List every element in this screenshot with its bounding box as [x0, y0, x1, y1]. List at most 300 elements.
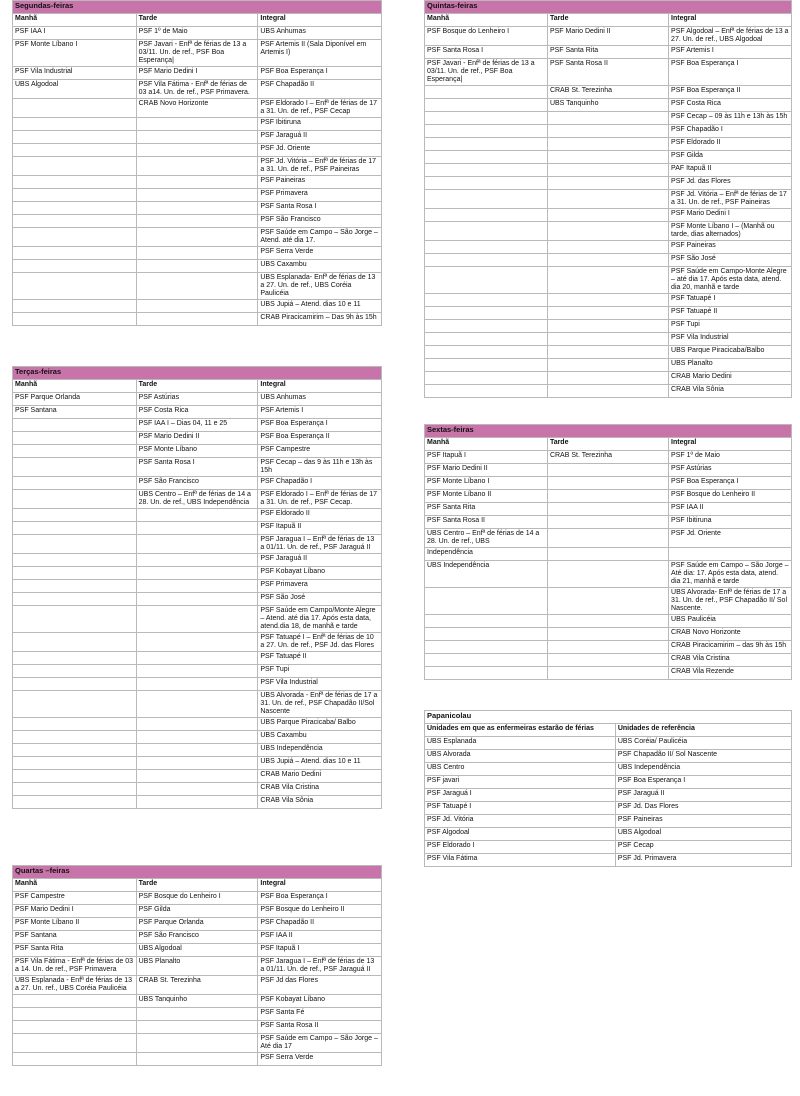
- table-cell: [136, 606, 258, 633]
- table-cell: [136, 300, 258, 313]
- table-cell: PSF Monte Líbano I – (Manhã ou tarde, dias alternados): [669, 222, 792, 241]
- table-row: [425, 209, 792, 222]
- section-title-row: [13, 866, 382, 879]
- table-cell: [13, 419, 137, 432]
- table-row: [425, 86, 792, 99]
- table-cell: PSF Jaraguá II: [258, 554, 382, 567]
- table-cell: PSF Boa Esperança I: [258, 419, 382, 432]
- table-cell: [136, 718, 258, 731]
- table-row: [13, 892, 382, 905]
- table-cell: PSF São José: [258, 593, 382, 606]
- table-row: [425, 125, 792, 138]
- table-cell: PSF Jaraguá II: [615, 789, 791, 802]
- section-title-row: [425, 425, 792, 438]
- table-row: [13, 273, 382, 300]
- table-cell: [547, 561, 668, 588]
- table-cell: [547, 164, 668, 177]
- table-cell: [13, 691, 137, 718]
- table-row: [13, 202, 382, 215]
- table-cell: [136, 691, 258, 718]
- column-header: Tarde: [136, 380, 258, 393]
- section-title-row: [425, 711, 792, 724]
- table-cell: [136, 273, 258, 300]
- table-cell: PSF Parque Orlanda: [13, 393, 137, 406]
- column-header: Tarde: [547, 14, 668, 27]
- table-cell: [13, 678, 137, 691]
- table-cell: PSF Gilda: [669, 151, 792, 164]
- table-cell: [13, 580, 137, 593]
- table-cell: CRAB Novo Horizonte: [669, 628, 792, 641]
- quinta-table: [424, 0, 792, 398]
- column-header: Integral: [669, 438, 792, 451]
- table-row: [13, 67, 382, 80]
- table-cell: [13, 652, 137, 665]
- table-cell: PSF Ibitiruna: [258, 118, 382, 131]
- table-cell: [13, 1053, 137, 1066]
- table-cell: [136, 189, 258, 202]
- table-cell: UBS Independência: [615, 763, 791, 776]
- table-row: [13, 118, 382, 131]
- table-cell: [136, 770, 258, 783]
- table-cell: PSF Jd das Flores: [258, 976, 382, 995]
- table-cell: PSF Saúde em Campo-Monte Alegre – até dia 17. Após esta data, atend. dia 20, manhã e tarde: [669, 267, 792, 294]
- table-cell: PSF Santa Rita: [547, 46, 668, 59]
- terca-section: [12, 366, 382, 809]
- table-cell: PSF Mario Dedini II: [547, 27, 668, 46]
- table-cell: PSF Jaragua I – Enfª de férias de 13 a 01/11. Un. de ref., PSF Jaraguá II: [258, 957, 382, 976]
- table-row: [425, 177, 792, 190]
- table-cell: [425, 307, 548, 320]
- column-header: Tarde: [136, 879, 258, 892]
- table-cell: UBS Algodoal: [13, 80, 137, 99]
- table-row: [425, 628, 792, 641]
- table-cell: PSF Serra Verde: [258, 247, 382, 260]
- table-row: [13, 176, 382, 189]
- table-cell: [136, 202, 258, 215]
- table-cell: [669, 548, 792, 561]
- table-cell: [547, 346, 668, 359]
- table-cell: [547, 477, 668, 490]
- column-header: Integral: [258, 380, 382, 393]
- table-cell: [13, 260, 137, 273]
- quarta-section: [12, 865, 382, 1066]
- table-row: [425, 151, 792, 164]
- table-cell: CRAB Vila Rezende: [669, 667, 792, 680]
- table-cell: [136, 260, 258, 273]
- table-row: [13, 944, 382, 957]
- table-cell: [547, 548, 668, 561]
- table-cell: CRAB Novo Horizonte: [136, 99, 258, 118]
- table-cell: PSF Algodoal: [425, 828, 616, 841]
- table-cell: [425, 267, 548, 294]
- table-row: [13, 678, 382, 691]
- table-cell: [13, 300, 137, 313]
- table-cell: [13, 718, 137, 731]
- table-row: [425, 802, 792, 815]
- table-cell: PSF Boa Esperança I: [258, 67, 382, 80]
- table-cell: UBS Coréia/ Paulicéia: [615, 737, 791, 750]
- table-cell: [547, 628, 668, 641]
- table-cell: UBS Tanquinho: [136, 995, 258, 1008]
- table-cell: [425, 86, 548, 99]
- table-cell: PSF Vila Fátima - Enfª de férias de 03 a14. Un. de ref., PSF Primavera.: [136, 80, 258, 99]
- segunda-section: [12, 0, 382, 326]
- table-cell: [136, 157, 258, 176]
- table-cell: [425, 654, 548, 667]
- table-cell: [136, 652, 258, 665]
- table-cell: [425, 667, 548, 680]
- table-cell: [136, 757, 258, 770]
- table-cell: [13, 995, 137, 1008]
- table-cell: PSF Tatuapé I: [669, 294, 792, 307]
- table-cell: [547, 333, 668, 346]
- table-cell: [13, 445, 137, 458]
- table-cell: [425, 112, 548, 125]
- table-cell: [547, 641, 668, 654]
- table-cell: UBS Caxambu: [258, 260, 382, 273]
- table-cell: PSF Javari - Enfª de férias de 13 a 03/11. Un. de ref., PSF Boa Esperança|: [136, 40, 258, 67]
- table-cell: PSF Monte Líbano II: [13, 918, 137, 931]
- table-cell: [425, 641, 548, 654]
- table-cell: CRAB Mario Dedini: [669, 372, 792, 385]
- table-cell: PSF Tatuapé II: [669, 307, 792, 320]
- table-cell: [13, 215, 137, 228]
- section-title: Segundas-feiras: [13, 1, 382, 14]
- table-cell: PSF Eldorado I – Enfª de férias de 17 a 31. Un. de ref., PSF Cecap.: [258, 490, 382, 509]
- table-row: [13, 554, 382, 567]
- table-cell: UBS Esplanada: [425, 737, 616, 750]
- table-row: [425, 346, 792, 359]
- table-cell: UBS Parque Piracicaba/Balbo: [669, 346, 792, 359]
- table-cell: PSF Chapadão I: [258, 477, 382, 490]
- table-cell: UBS Tanquinho: [547, 99, 668, 112]
- table-cell: [13, 458, 137, 477]
- table-cell: PSF Cecap: [615, 841, 791, 854]
- table-row: [13, 490, 382, 509]
- table-cell: [547, 667, 668, 680]
- table-cell: [425, 190, 548, 209]
- table-row: [13, 633, 382, 652]
- table-cell: [547, 209, 668, 222]
- table-cell: [547, 138, 668, 151]
- section-title: Terças-feiras: [13, 367, 382, 380]
- table-row: [13, 131, 382, 144]
- table-cell: PSF Saúde em Campo – São Jorge – Até dia 17: [258, 1034, 382, 1053]
- table-row: [13, 445, 382, 458]
- table-cell: [13, 157, 137, 176]
- table-cell: PSF Tatuapé I – Enfª de férias de 10 a 27. Un. de ref., PSF Jd. das Flores: [258, 633, 382, 652]
- table-cell: PSF Santa Rita: [425, 503, 548, 516]
- table-cell: [547, 490, 668, 503]
- table-row: [13, 580, 382, 593]
- table-row: [13, 718, 382, 731]
- table-cell: PSF Jaraguá II: [258, 131, 382, 144]
- table-cell: UBS Jupiá – Atend. dias 10 e 11: [258, 300, 382, 313]
- table-row: [13, 1034, 382, 1053]
- table-cell: CRAB Mario Dedini: [258, 770, 382, 783]
- table-cell: [136, 176, 258, 189]
- papanicolau-table: [424, 710, 792, 867]
- table-cell: [136, 313, 258, 326]
- table-cell: PSF Santa Rita: [13, 944, 137, 957]
- column-header: Unidades de referência: [615, 724, 791, 737]
- table-cell: PSF Eldorado I: [425, 841, 616, 854]
- table-cell: PSF Mario Dedini I: [669, 209, 792, 222]
- table-cell: PSF Tupi: [669, 320, 792, 333]
- segunda-table: [12, 0, 382, 326]
- table-row: [13, 995, 382, 1008]
- table-cell: [136, 215, 258, 228]
- table-cell: UBS Centro: [425, 763, 616, 776]
- table-row: [425, 294, 792, 307]
- table-cell: UBS Anhumas: [258, 27, 382, 40]
- quarta-table: [12, 865, 382, 1066]
- table-cell: UBS Alvorada - Enfª de férias de 17 a 31. Un. de ref., PSF Chapadão II/Sol Nascente: [258, 691, 382, 718]
- column-header: Manhã: [425, 14, 548, 27]
- section-title-row: [13, 367, 382, 380]
- table-cell: [425, 222, 548, 241]
- table-cell: UBS Centro – Enfª de férias de 14 a 28. Un. de ref., UBS: [425, 529, 548, 548]
- table-cell: CRAB St. Terezinha: [547, 451, 668, 464]
- table-cell: [136, 567, 258, 580]
- table-cell: CRAB Vila Cristina: [669, 654, 792, 667]
- table-cell: [425, 294, 548, 307]
- table-row: [13, 144, 382, 157]
- table-cell: PSF Itapuã II: [258, 522, 382, 535]
- table-cell: [136, 796, 258, 809]
- table-cell: [425, 359, 548, 372]
- table-cell: PSF Artemis I: [669, 46, 792, 59]
- table-cell: [13, 118, 137, 131]
- table-cell: [425, 346, 548, 359]
- table-cell: [547, 464, 668, 477]
- table-cell: UBS Caxambu: [258, 731, 382, 744]
- table-cell: [13, 247, 137, 260]
- column-header-row: [425, 14, 792, 27]
- table-row: [13, 80, 382, 99]
- table-cell: PSF Eldorado II: [669, 138, 792, 151]
- table-row: [13, 691, 382, 718]
- table-row: [425, 464, 792, 477]
- table-row: [425, 667, 792, 680]
- column-header: Manhã: [13, 380, 137, 393]
- table-cell: [136, 665, 258, 678]
- table-cell: [547, 222, 668, 241]
- table-cell: PSF Vila Fátima - Enfª de férias de 03 a 14. Un. de ref., PSF Primavera: [13, 957, 137, 976]
- quinta-section: [424, 0, 792, 398]
- table-cell: UBS Algodoal: [136, 944, 258, 957]
- table-row: [13, 27, 382, 40]
- table-cell: PSF São José: [669, 254, 792, 267]
- table-cell: [13, 1034, 137, 1053]
- table-row: [13, 770, 382, 783]
- table-cell: PSF Costa Rica: [136, 406, 258, 419]
- table-row: [13, 406, 382, 419]
- table-cell: CRAB Vila Sônia: [258, 796, 382, 809]
- table-cell: [136, 522, 258, 535]
- table-cell: [547, 190, 668, 209]
- table-cell: UBS Esplanada - Enfª de férias de 13 a 27. Un. ref., UBS Coréia Paulicéia: [13, 976, 137, 995]
- table-cell: PSF Santa Rosa II: [258, 1021, 382, 1034]
- table-row: [13, 99, 382, 118]
- table-cell: [425, 588, 548, 615]
- table-cell: [136, 783, 258, 796]
- table-cell: [547, 385, 668, 398]
- table-cell: [425, 333, 548, 346]
- table-cell: PAF Itapuã II: [669, 164, 792, 177]
- table-cell: PSF Jd. Vitória – Enfª de férias de 17 a 31. Un. de ref., PSF Paineiras: [669, 190, 792, 209]
- table-cell: [136, 1008, 258, 1021]
- table-cell: [425, 138, 548, 151]
- table-cell: PSF Santa Rosa I: [136, 458, 258, 477]
- table-cell: PSF Monte Líbano II: [425, 490, 548, 503]
- table-cell: [547, 254, 668, 267]
- table-cell: PSF Monte Líbano: [136, 445, 258, 458]
- table-cell: PSF Jd. Oriente: [669, 529, 792, 548]
- table-row: [425, 588, 792, 615]
- section-title-row: [425, 1, 792, 14]
- table-cell: PSF Vila Industrial: [669, 333, 792, 346]
- table-cell: UBS Planalto: [136, 957, 258, 976]
- sexta-section: [424, 424, 792, 680]
- table-row: [425, 490, 792, 503]
- table-cell: [425, 177, 548, 190]
- table-cell: PSF Monte Líbano I: [13, 40, 137, 67]
- table-cell: [136, 1021, 258, 1034]
- column-header-row: [13, 879, 382, 892]
- table-row: [13, 300, 382, 313]
- table-cell: [13, 228, 137, 247]
- table-row: [425, 615, 792, 628]
- table-cell: PSF Bosque do Lenheiro I: [136, 892, 258, 905]
- table-cell: [13, 757, 137, 770]
- table-cell: PSF Bosque do Lenheiro II: [258, 905, 382, 918]
- table-cell: UBS Independência: [258, 744, 382, 757]
- table-cell: PSF Mario Dedini II: [425, 464, 548, 477]
- table-row: [425, 548, 792, 561]
- table-cell: [13, 522, 137, 535]
- table-row: [13, 652, 382, 665]
- table-cell: PSF Vila Industrial: [13, 67, 137, 80]
- table-cell: [13, 554, 137, 567]
- table-cell: PSF Boa Esperança I: [615, 776, 791, 789]
- table-cell: PSF Saúde em Campo – São Jorge – Atend. até dia 17.: [258, 228, 382, 247]
- column-header: Integral: [258, 14, 382, 27]
- table-row: [425, 763, 792, 776]
- table-row: [425, 516, 792, 529]
- table-row: [425, 372, 792, 385]
- table-cell: PSF Jd. Oriente: [258, 144, 382, 157]
- table-cell: [547, 654, 668, 667]
- table-cell: PSF Gilda: [136, 905, 258, 918]
- table-cell: PSF Bosque do Lenheiro II: [669, 490, 792, 503]
- table-cell: PSF javari: [425, 776, 616, 789]
- table-cell: [547, 529, 668, 548]
- table-cell: [136, 535, 258, 554]
- table-cell: UBS Alvorada: [425, 750, 616, 763]
- table-cell: [13, 633, 137, 652]
- table-cell: [136, 554, 258, 567]
- table-cell: [13, 144, 137, 157]
- table-cell: [547, 112, 668, 125]
- table-cell: PSF Cecap – das 9 às 11h e 13h às 15h: [258, 458, 382, 477]
- table-cell: PSF Santana: [13, 406, 137, 419]
- column-header-row: [13, 380, 382, 393]
- table-cell: [13, 189, 137, 202]
- table-row: [425, 190, 792, 209]
- table-cell: [13, 176, 137, 189]
- table-cell: [425, 615, 548, 628]
- table-cell: PSF Chapadão II: [258, 918, 382, 931]
- table-cell: [136, 731, 258, 744]
- section-title: Quartas –feiras: [13, 866, 382, 879]
- table-cell: [13, 131, 137, 144]
- table-cell: [425, 372, 548, 385]
- table-cell: [13, 202, 137, 215]
- table-cell: PSF Jd. Vitória – Enfª de férias de 17 a 31. Un. de ref., PSF Paineiras: [258, 157, 382, 176]
- table-row: [13, 522, 382, 535]
- table-cell: [136, 228, 258, 247]
- table-cell: [13, 796, 137, 809]
- table-cell: PSF Mario Dedini I: [13, 905, 137, 918]
- table-cell: PSF Artemis I: [258, 406, 382, 419]
- table-cell: PSF São Francisco: [136, 477, 258, 490]
- table-row: [425, 99, 792, 112]
- sexta-table: [424, 424, 792, 680]
- table-cell: [136, 1034, 258, 1053]
- table-cell: PSF 1º de Maio: [669, 451, 792, 464]
- table-cell: [136, 247, 258, 260]
- table-cell: PSF Serra Verde: [258, 1053, 382, 1066]
- table-cell: [136, 678, 258, 691]
- table-cell: [13, 99, 137, 118]
- table-cell: [136, 593, 258, 606]
- table-row: [425, 789, 792, 802]
- table-cell: PSF Kobayat Líbano: [258, 567, 382, 580]
- table-cell: PSF Boa Esperança I: [669, 477, 792, 490]
- table-cell: [547, 615, 668, 628]
- table-row: [425, 320, 792, 333]
- table-row: [13, 976, 382, 995]
- table-cell: [13, 665, 137, 678]
- table-row: [13, 40, 382, 67]
- table-cell: PSF Santa Rosa I: [425, 46, 548, 59]
- table-row: [425, 776, 792, 789]
- table-cell: [13, 770, 137, 783]
- table-cell: PSF Jaragua I – Enfª de férias de 13 a 01/11. Un. de ref., PSF Jaraguá II: [258, 535, 382, 554]
- table-row: [425, 164, 792, 177]
- table-cell: PSF Tupi: [258, 665, 382, 678]
- table-row: [13, 157, 382, 176]
- table-cell: [547, 151, 668, 164]
- table-row: [13, 228, 382, 247]
- table-cell: CRAB St. Terezinha: [547, 86, 668, 99]
- table-cell: UBS Algodoal: [615, 828, 791, 841]
- table-row: [13, 215, 382, 228]
- table-cell: [136, 1053, 258, 1066]
- table-row: [425, 561, 792, 588]
- table-cell: CRAB Vila Cristina: [258, 783, 382, 796]
- table-cell: [13, 1008, 137, 1021]
- table-row: [13, 931, 382, 944]
- table-cell: PSF IAA I – Dias 04, 11 e 25: [136, 419, 258, 432]
- table-row: [13, 665, 382, 678]
- table-row: [13, 783, 382, 796]
- table-cell: PSF Bosque do Lenheiro I: [425, 27, 548, 46]
- table-row: [425, 654, 792, 667]
- table-cell: PSF Monte Líbano I: [425, 477, 548, 490]
- table-cell: PSF Saúde em Campo – São Jorge – Até dia: 17. Após esta data, atend. dia 21, manhã e tarde: [669, 561, 792, 588]
